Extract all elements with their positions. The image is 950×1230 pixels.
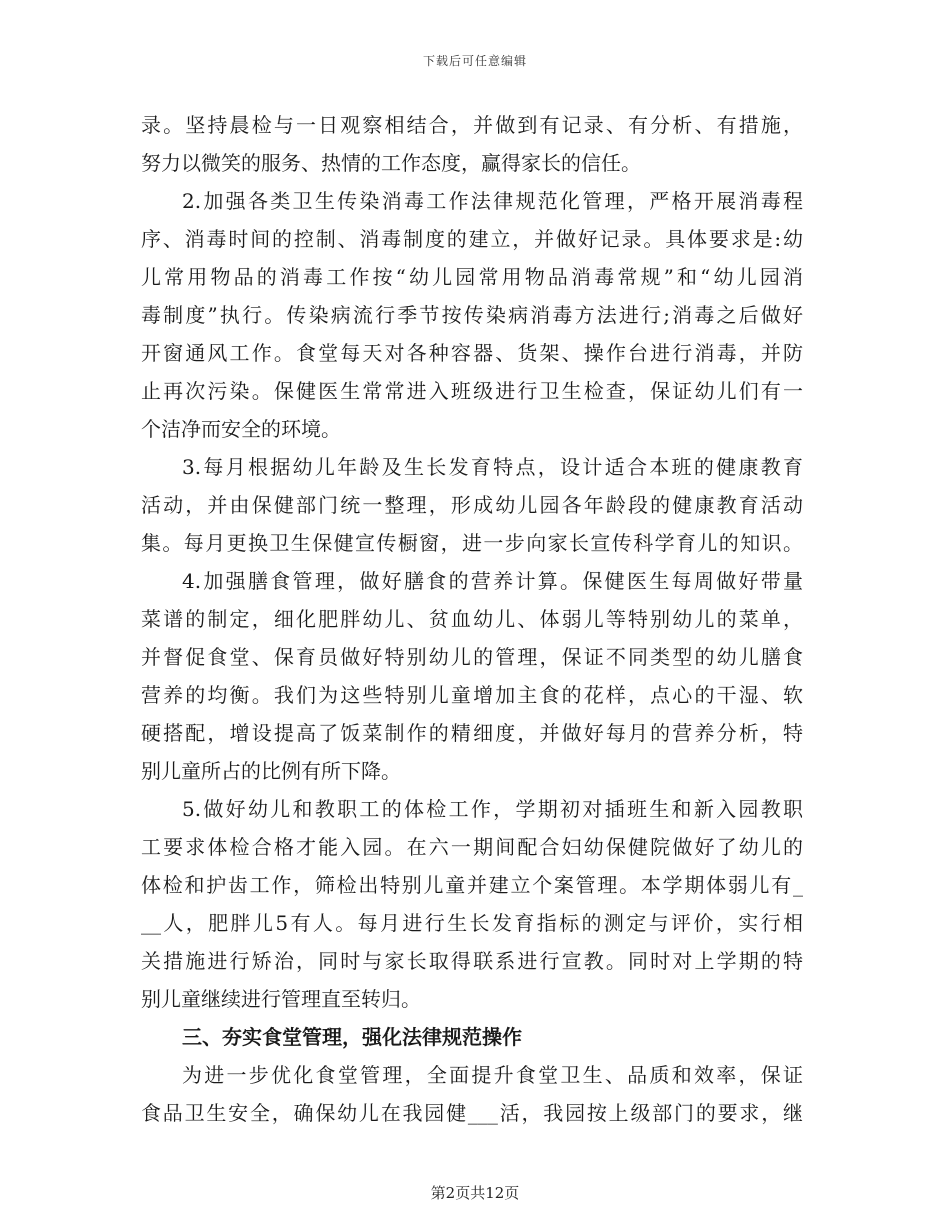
text-line: 儿常用物品的消毒工作按“幼儿园常用物品消毒常规”和“幼儿园消 — [141, 265, 803, 289]
text-line: 食品卫生安全，确保幼儿在我园健___活，我园按上级部门的要求，继 — [141, 1101, 803, 1125]
text-line: 别儿童所占的比例有所下降。 — [141, 759, 401, 783]
text-line: 硬搭配，增设提高了饭菜制作的精细度，并做好每月的营养分析，特 — [141, 721, 803, 745]
text-line: 3.每月根据幼儿年龄及生长发育特点，设计适合本班的健康教育 — [182, 455, 803, 479]
text-line: 止再次污染。保健医生常常进入班级进行卫生检查，保证幼儿们有一 — [141, 379, 803, 403]
page-header: 下载后可任意编辑 — [422, 54, 527, 68]
text-line: 工要求体检合格才能入园。在六一期间配合妇幼保健院做好了幼儿的 — [141, 835, 803, 859]
text-line: 5.做好幼儿和教职工的体检工作，学期初对插班生和新入园教职 — [182, 797, 803, 821]
text-line: 营养的均衡。我们为这些特别儿童增加主食的花样，点心的干湿、软 — [141, 683, 803, 707]
text-line: 活动，并由保健部门统一整理，形成幼儿园各年龄段的健康教育活动 — [141, 493, 803, 517]
section-heading: 三、夯实食堂管理，强化法律规范操作 — [182, 1025, 522, 1049]
text-line: 毒制度”执行。传染病流行季节按传染病消毒方法进行;消毒之后做好 — [141, 303, 803, 327]
text-line: 体检和护齿工作，筛检出特别儿童并建立个案管理。本学期体弱儿有_ — [141, 873, 803, 897]
page-number: 第2页共12页 — [430, 1184, 520, 1202]
text-line: 4.加强膳食管理，做好膳食的营养计算。保健医生每周做好带量 — [182, 569, 803, 593]
text-line: 关措施进行矫治，同时与家长取得联系进行宣教。同时对上学期的特 — [141, 949, 803, 973]
text-line: 录。坚持晨检与一日观察相结合，并做到有记录、有分析、有措施， — [141, 113, 803, 137]
text-line: 为进一步优化食堂管理，全面提升食堂卫生、品质和效率，保证 — [182, 1063, 803, 1087]
text-line: __人，肥胖儿5有人。每月进行生长发育指标的测定与评价，实行相 — [141, 911, 803, 935]
text-line: 并督促食堂、保育员做好特别幼儿的管理，保证不同类型的幼儿膳食 — [141, 645, 803, 669]
text-line: 开窗通风工作。食堂每天对各种容器、货架、操作台进行消毒，并防 — [141, 341, 803, 365]
text-line: 集。每月更换卫生保健宣传橱窗，进一步向家长宣传科学育儿的知识。 — [141, 531, 803, 555]
text-line: 菜谱的制定，细化肥胖幼儿、贫血幼儿、体弱儿等特别幼儿的菜单， — [141, 607, 803, 631]
text-line: 别儿童继续进行管理直至转归。 — [141, 987, 421, 1011]
text-line: 努力以微笑的服务、热情的工作态度，赢得家长的信任。 — [141, 151, 641, 175]
text-line: 个洁净而安全的环境。 — [141, 417, 341, 441]
text-line: 2.加强各类卫生传染消毒工作法律规范化管理，严格开展消毒程 — [182, 189, 803, 213]
text-line: 序、消毒时间的控制、消毒制度的建立，并做好记录。具体要求是:幼 — [141, 227, 803, 251]
document-body — [141, 106, 803, 1132]
